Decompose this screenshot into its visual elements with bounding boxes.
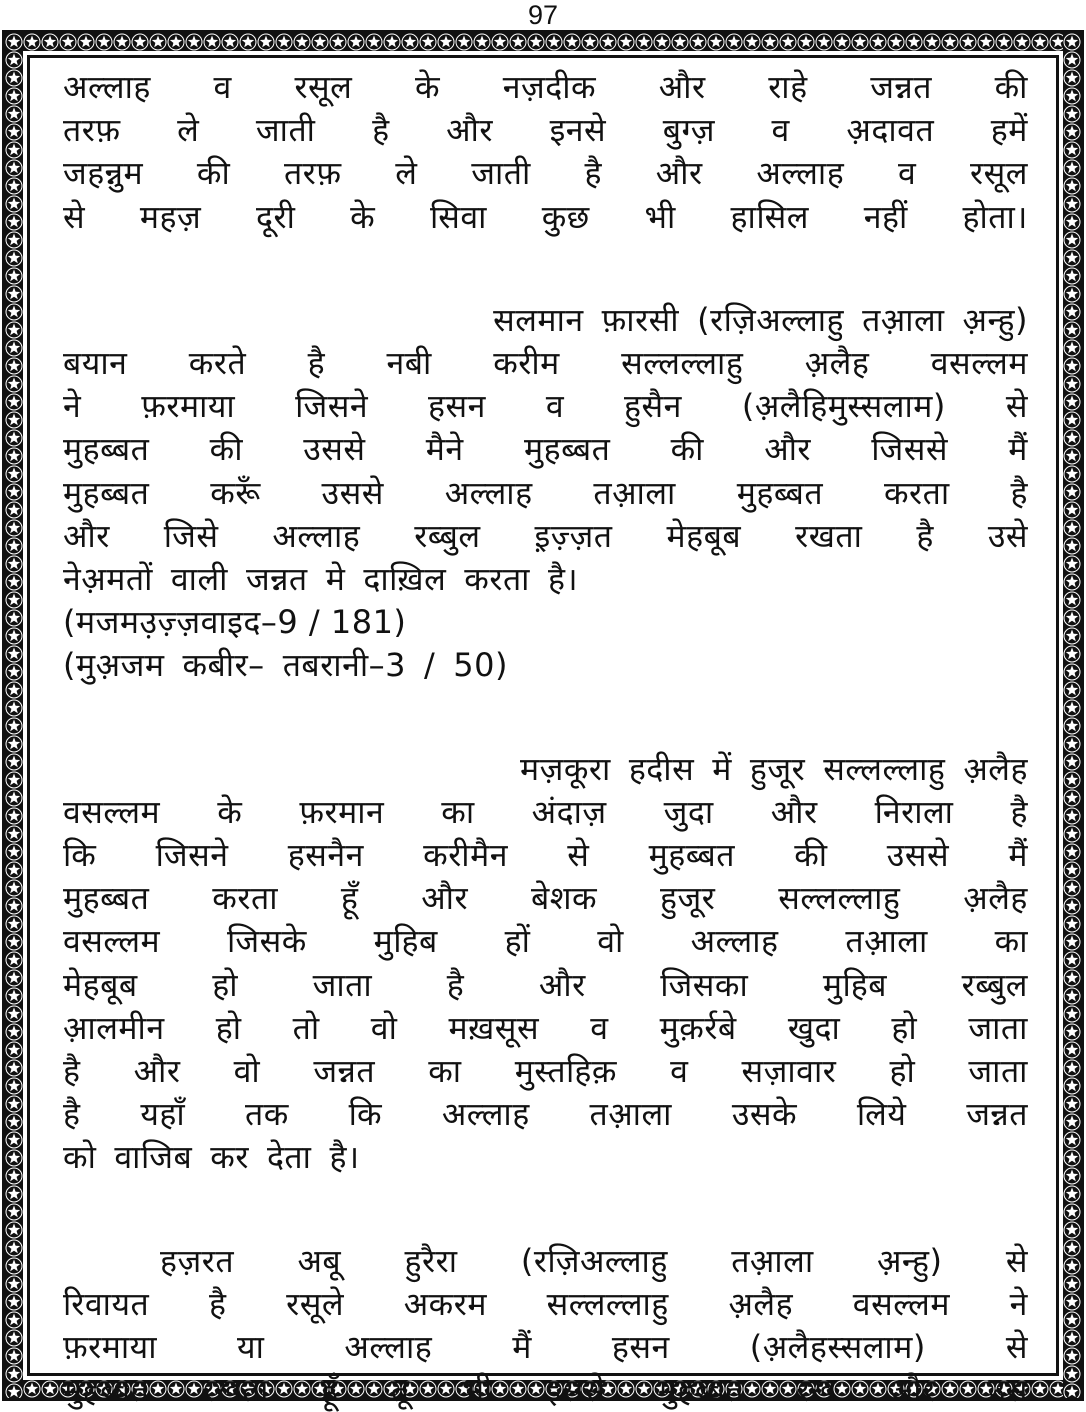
- word: का: [994, 922, 1028, 961]
- word: हसनैन: [287, 836, 364, 875]
- text-line: [63, 1326, 1028, 1369]
- word: मुहब्बत: [63, 1371, 150, 1410]
- word: करता: [464, 560, 530, 599]
- text-line: [63, 964, 1028, 1007]
- word: है: [63, 1095, 81, 1134]
- word: रसूल: [970, 154, 1028, 193]
- word: की: [209, 430, 244, 469]
- word: करता: [212, 879, 278, 918]
- word: हूँ: [340, 879, 359, 918]
- word: की: [196, 154, 231, 193]
- word: करीम: [493, 344, 560, 383]
- word: अ़लैह: [728, 1284, 794, 1323]
- word: मैं: [1008, 836, 1028, 875]
- word: सल्लल्लाहु: [823, 749, 946, 788]
- word: वसल्लम: [852, 1284, 950, 1323]
- word: बुग्ज़: [662, 111, 715, 150]
- text-line: [63, 1369, 1028, 1412]
- word: मेहबूब: [63, 965, 138, 1004]
- word: निराला: [874, 792, 954, 831]
- word: तआ़ला: [593, 473, 676, 512]
- word: हुजूर: [749, 749, 806, 788]
- word: और: [538, 965, 586, 1004]
- word: मख़सूस: [448, 1008, 540, 1047]
- paragraph-1: [63, 66, 1028, 239]
- word: तरफ़: [63, 111, 121, 150]
- word: (अ़लैहस्सलाम): [749, 1328, 926, 1367]
- word: की: [794, 836, 828, 875]
- word: भी: [461, 1371, 493, 1410]
- word: इससे: [545, 1371, 606, 1410]
- word: फ़रमाया: [141, 387, 236, 426]
- word: से: [63, 197, 86, 236]
- word: ले: [177, 111, 200, 150]
- word: है: [63, 1052, 81, 1091]
- word: मुहिब: [373, 922, 438, 961]
- word: हो: [889, 1052, 916, 1091]
- word: अ़न्हु): [876, 1241, 943, 1280]
- word: मुहब्बत: [63, 473, 150, 512]
- word: हमें: [990, 111, 1028, 150]
- word: करीमैन: [423, 836, 508, 875]
- word: मुस्तहिक़: [514, 1052, 617, 1091]
- word: और: [133, 1052, 181, 1091]
- word: जिसने: [295, 387, 369, 426]
- word: अ़दावत: [846, 111, 935, 150]
- word: जिसे: [163, 516, 219, 555]
- text-line: [63, 920, 1028, 963]
- word: व: [590, 1008, 609, 1047]
- text-line: [63, 109, 1028, 152]
- word: मुहब्बत: [648, 836, 735, 875]
- word: रिवायत: [63, 1284, 150, 1323]
- word: 50): [453, 646, 508, 685]
- word: मैने: [425, 430, 464, 469]
- word: वो: [233, 1052, 261, 1091]
- word: मैं: [1008, 430, 1028, 469]
- text-line: [63, 877, 1028, 920]
- word: अकरम: [403, 1284, 487, 1323]
- word: नहीं: [863, 197, 908, 236]
- word: जिसने: [155, 836, 229, 875]
- word: है: [916, 516, 934, 555]
- word: जहन्नुम: [63, 154, 144, 193]
- word: वसल्लम: [63, 792, 161, 831]
- word: खुदा: [787, 1008, 841, 1047]
- word: अ़लैह: [963, 749, 1028, 788]
- word: जाता: [968, 1052, 1028, 1091]
- text-line: [63, 1007, 1028, 1050]
- text-line: [63, 834, 1028, 877]
- word: हो: [215, 1008, 242, 1047]
- word: सज़ावार: [741, 1052, 837, 1091]
- word: हुजूर: [660, 879, 716, 918]
- word: वाजिब: [114, 1138, 193, 1177]
- word: तू: [390, 1371, 410, 1410]
- word: वो: [597, 922, 624, 961]
- word: और: [446, 111, 493, 150]
- word: देता: [266, 1138, 312, 1177]
- word: इ़ज़्ज़त: [534, 516, 613, 555]
- word: अंदाज़: [531, 792, 607, 831]
- word: रब्बुल: [961, 965, 1028, 1004]
- word: सल्लल्लाहु: [546, 1284, 669, 1323]
- word: वसल्लम: [930, 344, 1028, 383]
- word: लिये: [856, 1095, 907, 1134]
- word: जुदा: [663, 792, 714, 831]
- word: की: [994, 68, 1028, 106]
- word: उसके: [731, 1095, 798, 1134]
- word: यहाँ: [140, 1095, 186, 1134]
- text-line: [63, 1240, 1028, 1283]
- word: या: [237, 1328, 265, 1367]
- word: सल्लल्लाहु: [621, 344, 744, 383]
- word: हो: [212, 965, 239, 1004]
- word: जाती: [255, 111, 316, 150]
- word: के: [350, 197, 376, 236]
- word: कुछ: [541, 197, 590, 236]
- word: है: [1010, 473, 1028, 512]
- word: अल्लाह: [441, 1095, 530, 1134]
- word: (मुअ़जम: [63, 646, 165, 685]
- text-line: [63, 152, 1028, 195]
- word: दूरी: [256, 197, 296, 236]
- star-border-right: [1063, 33, 1081, 1398]
- text-line: [63, 791, 1028, 834]
- word: हुसैन: [624, 387, 682, 426]
- decorative-border: [2, 30, 1084, 1410]
- text-line: [63, 1050, 1028, 1093]
- word: जाता: [312, 965, 373, 1004]
- word: रख: [796, 1371, 837, 1410]
- word: रखता: [201, 1371, 269, 1410]
- word: जन्नत: [870, 68, 932, 106]
- word: मुहिब: [822, 965, 888, 1004]
- word: है: [584, 154, 603, 193]
- word: अ़न्हु): [962, 300, 1028, 339]
- text-line: [63, 385, 1028, 428]
- word: रसूले: [286, 1284, 345, 1323]
- word: हो: [891, 1008, 918, 1047]
- word: जाता: [968, 1008, 1028, 1047]
- word: फ़रमान: [299, 792, 385, 831]
- word: को: [63, 1138, 97, 1177]
- word: व: [771, 111, 790, 150]
- text-line: [63, 515, 1028, 558]
- word: करता: [883, 473, 950, 512]
- word: तआ़ला: [589, 1095, 672, 1134]
- text-line: [63, 428, 1028, 471]
- word: हसन: [611, 1328, 670, 1367]
- word: से: [1005, 387, 1028, 426]
- word: के: [415, 68, 441, 106]
- word: अ़लैह: [804, 344, 870, 383]
- word: हज़रत: [160, 1241, 235, 1280]
- word: ले: [395, 154, 418, 193]
- word: और: [655, 154, 703, 193]
- word: है।: [547, 560, 579, 599]
- word: मुक़र्रबे: [659, 1008, 737, 1047]
- word: अल्लाह: [444, 473, 533, 512]
- word: ने: [1009, 1284, 1028, 1323]
- word: अ़लैह: [963, 879, 1028, 918]
- word: व: [897, 154, 917, 193]
- word: अल्लाह: [63, 68, 151, 106]
- word: हों: [504, 922, 531, 961]
- word: हसन: [428, 387, 486, 426]
- word: वाली: [170, 560, 228, 599]
- text-line: [63, 66, 1028, 109]
- word: नबी: [386, 344, 432, 383]
- word: (अ़लैहिमुस्सलाम): [741, 387, 946, 426]
- word: जन्नत: [313, 1052, 376, 1091]
- text-line: [63, 196, 1028, 239]
- word: बयान: [63, 344, 128, 383]
- word: रसूल: [294, 68, 353, 106]
- word: कि: [63, 836, 97, 875]
- word: है: [446, 965, 465, 1004]
- word: और: [888, 1371, 936, 1410]
- word: वसल्लम: [63, 922, 161, 961]
- word: रखता: [795, 516, 863, 555]
- word: से: [1005, 1328, 1028, 1367]
- paragraph-4: [63, 1240, 1028, 1412]
- word: तक: [245, 1095, 289, 1134]
- word: (रज़िअल्लाहु: [697, 300, 845, 339]
- word: अल्लाह: [756, 154, 845, 193]
- word: मज़कूरा: [519, 749, 611, 788]
- word: मुहब्बत: [63, 430, 150, 469]
- word: इनसे: [549, 111, 607, 150]
- word: मे: [325, 560, 346, 599]
- word: फ़रमाया: [63, 1328, 158, 1367]
- word: /: [423, 646, 436, 685]
- text-line: [63, 1136, 1028, 1179]
- word: मुहब्बत: [63, 879, 150, 918]
- word: सल्लल्लाहु: [778, 879, 901, 918]
- reference-citation: [63, 644, 1028, 687]
- word: से: [1005, 1241, 1028, 1280]
- text-line: [63, 342, 1028, 385]
- word: उससे: [886, 836, 950, 875]
- paragraph-3: [63, 748, 1028, 1180]
- word: हुरैरा: [404, 1241, 458, 1280]
- word: भी: [644, 197, 676, 236]
- word: है: [307, 344, 326, 383]
- word: से: [567, 836, 590, 875]
- text-line: [63, 472, 1028, 515]
- word: तो: [292, 1008, 320, 1047]
- word: व: [670, 1052, 689, 1091]
- word: फ़ारसी: [601, 300, 680, 339]
- word: नेअ़मतों: [63, 560, 153, 599]
- word: तरफ़: [284, 154, 342, 193]
- word: जाती: [471, 154, 531, 193]
- word: व: [213, 68, 232, 106]
- word: का: [428, 1052, 462, 1091]
- word: तआ़ला: [845, 922, 928, 961]
- word: राहे: [768, 68, 808, 106]
- word: और: [63, 516, 110, 555]
- word: अबू: [297, 1241, 342, 1280]
- word: के: [217, 792, 243, 831]
- word: मुहब्बत: [736, 473, 824, 512]
- word: होता।: [962, 197, 1028, 236]
- text-line: [63, 558, 1028, 601]
- word: अल्लाह: [272, 516, 361, 555]
- word: वो: [370, 1008, 398, 1047]
- word: जन्नत: [245, 560, 308, 599]
- word: हासिल: [730, 197, 809, 236]
- word: जिससे: [871, 430, 949, 469]
- word: मुहब्बत: [657, 1371, 745, 1410]
- word: कर: [210, 1138, 249, 1177]
- word: जिसका: [660, 965, 749, 1004]
- word: और: [764, 430, 812, 469]
- word: महज़: [139, 197, 202, 236]
- word: अल्लाह: [690, 922, 779, 961]
- word: मेहबूब: [666, 516, 742, 555]
- page-content: [63, 66, 1028, 1412]
- word: और: [421, 879, 469, 918]
- word: में: [712, 749, 732, 788]
- word: तबरानी–3: [282, 646, 406, 685]
- word: ने: [63, 387, 82, 426]
- word: है: [1010, 792, 1028, 831]
- word: सलमान: [493, 300, 584, 339]
- word: व: [545, 387, 565, 426]
- word: और: [658, 68, 706, 106]
- text-line: [63, 1093, 1028, 1136]
- word: तआ़ला: [731, 1241, 814, 1280]
- star-border-left: [5, 33, 23, 1398]
- word: उससे: [321, 473, 384, 512]
- word: जन्नत: [966, 1095, 1028, 1134]
- word: का: [441, 792, 475, 831]
- word: हूँ: [321, 1371, 339, 1410]
- text-line: [63, 748, 1028, 791]
- word: (रज़िअल्लाहु: [520, 1241, 668, 1280]
- page-number: 97: [527, 0, 559, 30]
- word: उस: [987, 1371, 1028, 1410]
- word: तआ़ला: [862, 300, 945, 339]
- word: है।: [329, 1138, 360, 1177]
- word: मैं: [512, 1328, 532, 1367]
- word: की: [670, 430, 704, 469]
- word: करूँ: [210, 473, 261, 512]
- text-area: [27, 55, 1059, 1410]
- word: है: [372, 111, 390, 150]
- word: उससे: [303, 430, 366, 469]
- word: कबीर–: [182, 646, 265, 685]
- word: जिसके: [227, 922, 307, 961]
- word: मुहब्बत: [523, 430, 611, 469]
- word: रब्बुल: [414, 516, 481, 555]
- reference-citation: (मजमउ़ज़्ज़वाइद–9 / 181): [63, 603, 407, 642]
- word: दाख़िल: [363, 560, 447, 599]
- word: और: [770, 792, 818, 831]
- word: अल्लाह: [344, 1328, 433, 1367]
- word: उसे: [987, 516, 1028, 555]
- word: सिवा: [429, 197, 487, 236]
- star-border-top: [5, 33, 1081, 51]
- word: आ़लमीन: [63, 1008, 165, 1047]
- word: करते: [188, 344, 247, 383]
- word: बेशक: [531, 879, 598, 918]
- word: है: [208, 1284, 227, 1323]
- word: कि: [348, 1095, 383, 1134]
- text-line: [63, 299, 1028, 342]
- text-line: [63, 1283, 1028, 1326]
- word: नज़दीक: [502, 68, 597, 106]
- paragraph-2: [63, 299, 1028, 688]
- word: हदीस: [628, 749, 695, 788]
